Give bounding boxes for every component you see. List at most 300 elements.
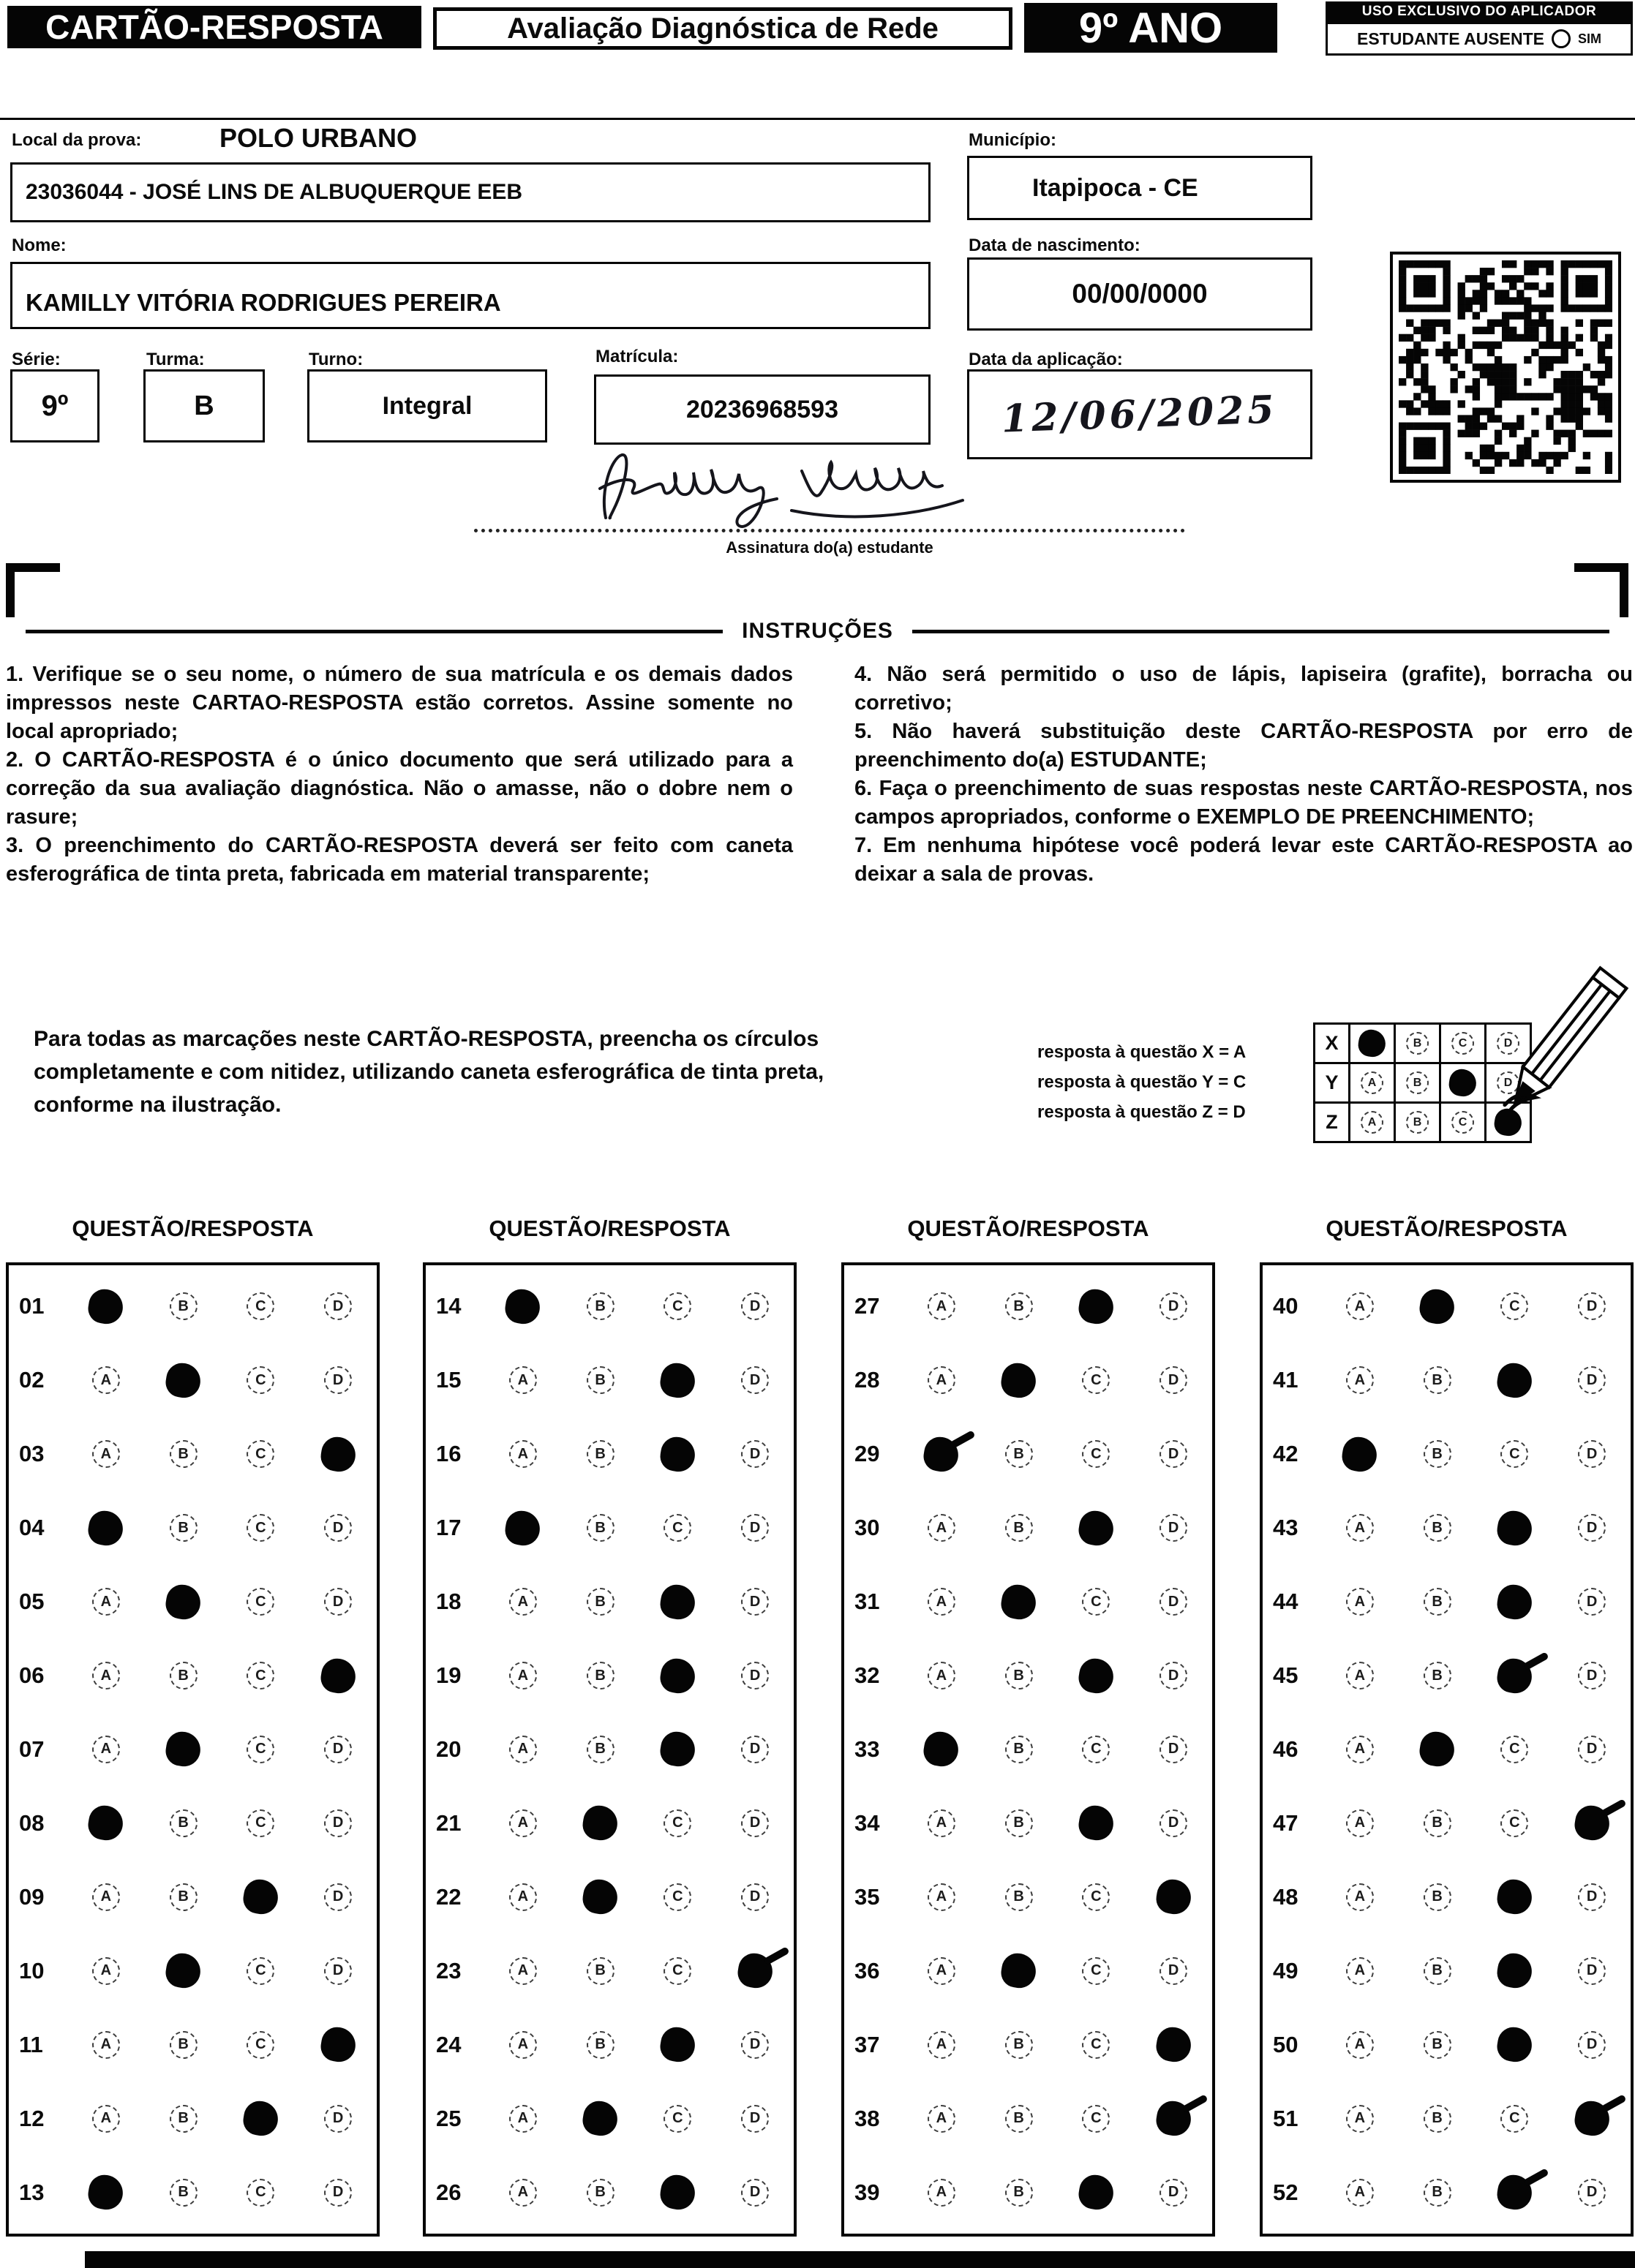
question-row (19, 2081, 377, 2155)
question-number: 31 (854, 1589, 880, 1615)
serie-label: Série: (12, 350, 61, 369)
question-row (854, 1565, 1212, 1639)
card-title: CARTÃO-RESPOSTA (7, 6, 421, 48)
bubble-C: C (664, 1292, 691, 1320)
bubble-D: D (324, 1514, 352, 1542)
answer-slot-D (299, 1809, 377, 1837)
answer-slot-B (980, 2105, 1058, 2133)
example-row-label: Y (1315, 1063, 1350, 1103)
example-row-label: Z (1315, 1103, 1350, 1142)
bubble-A: A (1346, 1736, 1374, 1763)
answer-slot-A (484, 2031, 562, 2059)
corner-mark-right (1574, 563, 1628, 617)
answer-slot-C (1476, 1880, 1554, 1914)
answer-slot-A (1321, 1588, 1399, 1616)
answer-slot-B (562, 1440, 639, 1468)
bubble-D: D (1159, 1292, 1187, 1320)
answer-slot-D (299, 1736, 377, 1763)
answer-slot-C (639, 1585, 717, 1619)
answer-slot-A (903, 2031, 980, 2059)
question-row (436, 2081, 794, 2155)
answer-slot-B (562, 1880, 639, 1914)
answer-slot-C (1476, 1736, 1554, 1763)
filled-bubble-B (164, 1360, 203, 1400)
answer-slot-A (1321, 1366, 1399, 1394)
answer-slot-B (562, 1588, 639, 1616)
divider-line-left (26, 630, 723, 633)
question-number: 51 (1273, 2105, 1298, 2131)
answer-slot-A (484, 1366, 562, 1394)
bubble-D: D (324, 1736, 352, 1763)
answer-slot-B (145, 1662, 222, 1689)
answer-slot-D (1135, 1957, 1212, 1985)
bubble-D: D (1578, 2179, 1606, 2207)
question-number: 48 (1273, 1883, 1298, 1910)
question-number: 37 (854, 2031, 880, 2057)
bubble-C: C (664, 2105, 691, 2133)
question-number: 47 (1273, 1809, 1298, 1836)
bubble-A: A (1346, 2031, 1374, 2059)
bubble-A: A (509, 1588, 537, 1616)
signature-label: Assinatura do(a) estudante (726, 538, 933, 557)
filled-bubble-A (503, 1287, 543, 1327)
filled-bubble-C (658, 1582, 697, 1621)
example-cell (1440, 1063, 1486, 1103)
filled-bubble-B (581, 1877, 620, 1917)
bubble-C: C (1082, 1440, 1110, 1468)
answer-slot-C (639, 1732, 717, 1766)
answer-slot-A (1321, 1292, 1399, 1320)
filled-bubble-A (922, 1434, 961, 1474)
answer-slot-D (1135, 2027, 1212, 2062)
bubble-D: D (324, 2105, 352, 2133)
bubble-D: D (741, 1588, 769, 1616)
question-row (436, 1934, 794, 2008)
question-number: 01 (19, 1293, 45, 1319)
answer-column-3 (841, 1262, 1215, 2237)
question-number: 32 (854, 1662, 880, 1689)
bubble-C: C (1082, 2105, 1110, 2133)
question-number: 03 (19, 1441, 45, 1467)
bubble-B: B (1005, 2031, 1033, 2059)
question-row (1273, 1417, 1631, 1491)
answer-column-2 (423, 1262, 797, 2237)
bubble-B: B (1005, 1736, 1033, 1763)
answer-slot-C (1058, 1736, 1135, 1763)
answer-slot-C (222, 1514, 300, 1542)
bubble-D: D (741, 1736, 769, 1763)
question-row (436, 1565, 794, 1639)
question-row (1273, 1639, 1631, 1713)
answer-slot-C (1058, 1588, 1135, 1616)
answer-slot-C (222, 1809, 300, 1837)
bubble-D: D (1578, 1957, 1606, 1985)
answer-slot-C (639, 2175, 717, 2209)
filled-bubble-D (735, 1951, 775, 1991)
answer-slot-B (1399, 1732, 1476, 1766)
bubble-B: B (1424, 2105, 1451, 2133)
question-number: 46 (1273, 1736, 1298, 1762)
bubble-A: A (1346, 1957, 1374, 1985)
answer-slot-B (980, 1514, 1058, 1542)
bubble-C: C (664, 1514, 691, 1542)
bubble-D: D (1578, 1440, 1606, 1468)
header-divider (0, 118, 1635, 120)
instruction-item: 1. Verifique se o seu nome, o número de sua matrícula e os demais dados impressos neste CARTAO-RESPOSTA estão corretos. Assine somente no local apropriado; (6, 663, 793, 743)
bubble-B: B (1424, 1366, 1451, 1394)
answer-slot-C (1058, 2031, 1135, 2059)
answer-slot-A (67, 2175, 145, 2209)
answer-slot-C (222, 1880, 300, 1914)
bubble-C: C (1500, 1440, 1528, 1468)
answer-slot-C (222, 1957, 300, 1985)
question-row (19, 1270, 377, 1344)
filled-bubble-C (658, 1434, 697, 1474)
answer-slot-C (639, 1363, 717, 1398)
question-number: 30 (854, 1515, 880, 1541)
turma-label: Turma: (146, 350, 205, 369)
bubble-C: C (1500, 1809, 1528, 1837)
bubble-D: D (741, 1440, 769, 1468)
qr-pattern (1399, 260, 1612, 474)
question-row (436, 1860, 794, 1934)
answer-slot-B (145, 2105, 222, 2133)
answer-slot-D (1135, 1514, 1212, 1542)
bubble-B: B (170, 1440, 198, 1468)
answer-slot-B (980, 1736, 1058, 1763)
answer-slot-D (1135, 1880, 1212, 1914)
answer-slot-D (716, 1514, 794, 1542)
answer-slot-A (903, 1437, 980, 1472)
answer-slot-A (903, 1732, 980, 1766)
filled-bubble-C (1495, 2025, 1534, 2065)
question-number: 08 (19, 1809, 45, 1836)
question-number: 10 (19, 1957, 45, 1983)
answer-slot-C (222, 1588, 300, 1616)
answer-slot-A (1321, 1736, 1399, 1763)
bubble-D: D (1578, 2031, 1606, 2059)
answer-slot-B (145, 2179, 222, 2207)
bubble-B: B (587, 2179, 614, 2207)
question-number: 29 (854, 1441, 880, 1467)
answer-slot-A (903, 1292, 980, 1320)
bubble-B: B (1005, 2179, 1033, 2207)
answer-slot-D (1553, 1440, 1631, 1468)
example-cell (1395, 1103, 1440, 1142)
answer-slot-C (1058, 1289, 1135, 1324)
exam-title: Avaliação Diagnóstica de Rede (433, 7, 1012, 50)
bubble-B: B (170, 1883, 198, 1911)
answer-column-1 (6, 1262, 380, 2237)
answer-slot-A (484, 1662, 562, 1689)
answer-slot-B (980, 1809, 1058, 1837)
answer-slot-D (1553, 1883, 1631, 1911)
answer-slot-C (1058, 1957, 1135, 1985)
question-number: 35 (854, 1883, 880, 1910)
bubble-A: A (928, 1514, 955, 1542)
bubble-B: B (587, 1957, 614, 1985)
question-row (19, 1786, 377, 1860)
bubble-A: A (1346, 1883, 1374, 1911)
answer-slot-B (1399, 1588, 1476, 1616)
question-row (436, 1786, 794, 1860)
bubble-A: A (1346, 2105, 1374, 2133)
bubble-A: A (1361, 1071, 1383, 1094)
answer-slot-A (903, 1366, 980, 1394)
question-number: 02 (19, 1367, 45, 1393)
nome-label: Nome: (12, 236, 67, 255)
answer-slot-B (1399, 1440, 1476, 1468)
answer-slot-B (562, 1736, 639, 1763)
answer-slot-A (484, 1588, 562, 1616)
bubble-C: C (664, 1883, 691, 1911)
question-row (19, 1639, 377, 1713)
question-row (1273, 1713, 1631, 1787)
answer-slot-D (299, 2027, 377, 2062)
absent-bubble-icon (1552, 29, 1571, 48)
answer-slot-D (1553, 1736, 1631, 1763)
example-key-line: resposta à questão Y = C (1037, 1072, 1247, 1092)
question-row (19, 2155, 377, 2229)
bubble-B: B (587, 1662, 614, 1689)
filled-bubble-C (658, 1730, 697, 1769)
answer-slot-C (639, 1292, 717, 1320)
instruction-item: 5. Não haverá substituição deste CARTÃO-RESPOSTA por erro de preenchimento do(a) ESTUDANTE; (854, 720, 1633, 772)
answer-slot-A (67, 2031, 145, 2059)
answer-slot-B (1399, 1514, 1476, 1542)
answer-slot-C (222, 2031, 300, 2059)
bubble-C: C (247, 2031, 274, 2059)
instruction-item: 3. O preenchimento do CARTÃO-RESPOSTA deverá ser feito com caneta esferográfica de tinta preta, fabricada em material transparente; (6, 834, 793, 886)
answer-slot-B (980, 1363, 1058, 1398)
filled-bubble-C (658, 2025, 697, 2065)
instruction-item: 2. O CARTÃO-RESPOSTA é o único documento que será utilizado para a correção da sua avaliação diagnóstica. Não o amasse, não o dobre nem o rasure; (6, 748, 793, 829)
question-number: 25 (436, 2105, 462, 2131)
bubble-B: B (1005, 1514, 1033, 1542)
bubble-D: D (741, 2179, 769, 2207)
answer-slot-C (1058, 1806, 1135, 1840)
answer-slot-B (145, 1954, 222, 1988)
answer-slot-D (1135, 1440, 1212, 1468)
municipio-field: Itapipoca - CE (967, 156, 1312, 220)
absent-option-label: SIM (1577, 31, 1601, 46)
bubble-B: B (1005, 1292, 1033, 1320)
answer-slot-B (145, 1732, 222, 1766)
answer-slot-A (903, 1588, 980, 1616)
example-cell (1440, 1024, 1486, 1063)
divider-line-right (912, 630, 1609, 633)
example-cell (1395, 1024, 1440, 1063)
answer-slot-B (980, 2031, 1058, 2059)
nome-field: KAMILLY VITÓRIA RODRIGUES PEREIRA (10, 262, 931, 329)
bubble-A: A (92, 1588, 120, 1616)
bubble-A: A (928, 1292, 955, 1320)
bubble-D: D (324, 1366, 352, 1394)
bubble-A: A (928, 2031, 955, 2059)
answer-slot-C (1058, 1883, 1135, 1911)
answer-slot-B (1399, 1662, 1476, 1689)
filled-bubble-C (1076, 1804, 1116, 1843)
filled-bubble-D (1572, 2099, 1612, 2139)
question-number: 18 (436, 1589, 462, 1615)
bubble-B: B (170, 1514, 198, 1542)
filled-bubble-D (1154, 1877, 1193, 1917)
bubble-D: D (741, 1883, 769, 1911)
bubble-D: D (1159, 1440, 1187, 1468)
answer-slot-B (145, 1585, 222, 1619)
filled-bubble-A (503, 1508, 543, 1548)
question-row (19, 1860, 377, 1934)
question-number: 12 (19, 2105, 45, 2131)
bubble-B: B (587, 1514, 614, 1542)
school-field: 23036044 - JOSÉ LINS DE ALBUQUERQUE EEB (10, 162, 931, 222)
answer-slot-C (1058, 1366, 1135, 1394)
answer-slot-D (299, 1437, 377, 1472)
answer-slot-B (562, 2101, 639, 2136)
bubble-D: D (1159, 1957, 1187, 1985)
question-number: 34 (854, 1809, 880, 1836)
bubble-C: C (1082, 2031, 1110, 2059)
question-number: 33 (854, 1736, 880, 1762)
bubble-A: A (509, 1957, 537, 1985)
filled-bubble-A (86, 1287, 126, 1327)
question-number: 38 (854, 2105, 880, 2131)
answer-slot-D (716, 1883, 794, 1911)
answer-slot-D (716, 1588, 794, 1616)
bubble-D: D (1578, 1736, 1606, 1763)
instructions-divider (26, 619, 1609, 644)
bubble-A: A (1346, 1588, 1374, 1616)
bubble-D: D (1578, 1514, 1606, 1542)
aplicador-bar: USO EXCLUSIVO DO APLICADOR (1326, 1, 1633, 22)
answer-slot-C (1476, 2027, 1554, 2062)
bubble-B: B (1424, 1514, 1451, 1542)
bubble-B: B (1424, 1809, 1451, 1837)
answer-slot-D (1553, 2179, 1631, 2207)
answer-slot-B (980, 1662, 1058, 1689)
bubble-A: A (928, 2179, 955, 2207)
bubble-B: B (587, 1736, 614, 1763)
student-signature (578, 445, 1002, 547)
bubble-B: B (170, 1292, 198, 1320)
bubble-D: D (1578, 1588, 1606, 1616)
bubble-B: B (170, 2031, 198, 2059)
answer-slot-D (1553, 2031, 1631, 2059)
question-number: 26 (436, 2179, 462, 2205)
bubble-A: A (92, 1736, 120, 1763)
bubble-C: C (247, 1440, 274, 1468)
bubble-A: A (509, 2031, 537, 2059)
aplicacao-handwritten-date: 12/06/2025 (1001, 387, 1279, 442)
question-number: 41 (1273, 1367, 1298, 1393)
bubble-D: D (1159, 1809, 1187, 1837)
filled-bubble-B (999, 1951, 1039, 1991)
question-row (436, 1417, 794, 1491)
filled-bubble-C (1495, 1582, 1534, 1621)
bubble-C: C (1082, 1883, 1110, 1911)
matricula-label: Matrícula: (595, 347, 679, 366)
bubble-A: A (92, 1883, 120, 1911)
question-row (1273, 1786, 1631, 1860)
answer-slot-A (67, 1736, 145, 1763)
question-row (436, 1713, 794, 1787)
answer-slot-D (299, 2179, 377, 2207)
answer-column-4 (1260, 1262, 1634, 2237)
bubble-A: A (509, 1366, 537, 1394)
bubble-D: D (1578, 1662, 1606, 1689)
answer-slot-C (1058, 2105, 1135, 2133)
pencil-icon (1484, 955, 1635, 1139)
answer-slot-A (67, 1883, 145, 1911)
answer-slot-B (1399, 1366, 1476, 1394)
bubble-A: A (92, 1366, 120, 1394)
question-row (19, 1491, 377, 1565)
answer-slot-D (1553, 1957, 1631, 1985)
answer-slot-A (67, 1957, 145, 1985)
question-number: 40 (1273, 1293, 1298, 1319)
question-row (854, 1786, 1212, 1860)
answer-slot-A (67, 1806, 145, 1840)
answer-slot-C (1058, 1659, 1135, 1693)
question-number: 04 (19, 1515, 45, 1541)
answer-slot-D (716, 1440, 794, 1468)
filled-bubble-B (1418, 1287, 1457, 1327)
filled-bubble-C (658, 1360, 697, 1400)
question-number: 23 (436, 1957, 462, 1983)
bubble-B: B (1005, 1809, 1033, 1837)
question-number: 45 (1273, 1662, 1298, 1689)
answer-slot-C (639, 1809, 717, 1837)
bubble-C: C (247, 2179, 274, 2207)
question-row (19, 1344, 377, 1417)
question-number: 14 (436, 1293, 462, 1319)
turno-label: Turno: (309, 350, 364, 369)
answer-slot-C (639, 1883, 717, 1911)
question-row (854, 2081, 1212, 2155)
bubble-C: C (1451, 1032, 1474, 1055)
bubble-B: B (587, 1440, 614, 1468)
answer-slot-C (1058, 1511, 1135, 1545)
bubble-C: C (1082, 1366, 1110, 1394)
question-number: 27 (854, 1293, 880, 1319)
bubble-D: D (1497, 1071, 1519, 1094)
bubble-D: D (324, 1588, 352, 1616)
bubble-C: C (247, 1514, 274, 1542)
answer-slot-D (1135, 1366, 1212, 1394)
bubble-A: A (928, 1957, 955, 1985)
question-row (854, 1417, 1212, 1491)
answer-slot-D (1553, 1662, 1631, 1689)
answer-slot-C (639, 1514, 717, 1542)
filled-bubble-D (1154, 2025, 1193, 2065)
bubble-A: A (92, 1662, 120, 1689)
bubble-D: D (324, 1957, 352, 1985)
answer-slot-A (903, 1883, 980, 1911)
example-key-line: resposta à questão X = A (1037, 1042, 1247, 1062)
question-row (436, 1491, 794, 1565)
bubble-A: A (509, 1883, 537, 1911)
aplicacao-field (967, 369, 1312, 459)
bubble-C: C (1451, 1111, 1474, 1134)
filled-bubble-D (1572, 1804, 1612, 1843)
bubble-D: D (324, 1809, 352, 1837)
bubble-A: A (509, 1809, 537, 1837)
question-row (854, 1270, 1212, 1344)
bubble-C: C (1082, 1588, 1110, 1616)
answer-slot-D (716, 1662, 794, 1689)
bubble-B: B (1424, 1588, 1451, 1616)
answer-slot-C (639, 2105, 717, 2133)
